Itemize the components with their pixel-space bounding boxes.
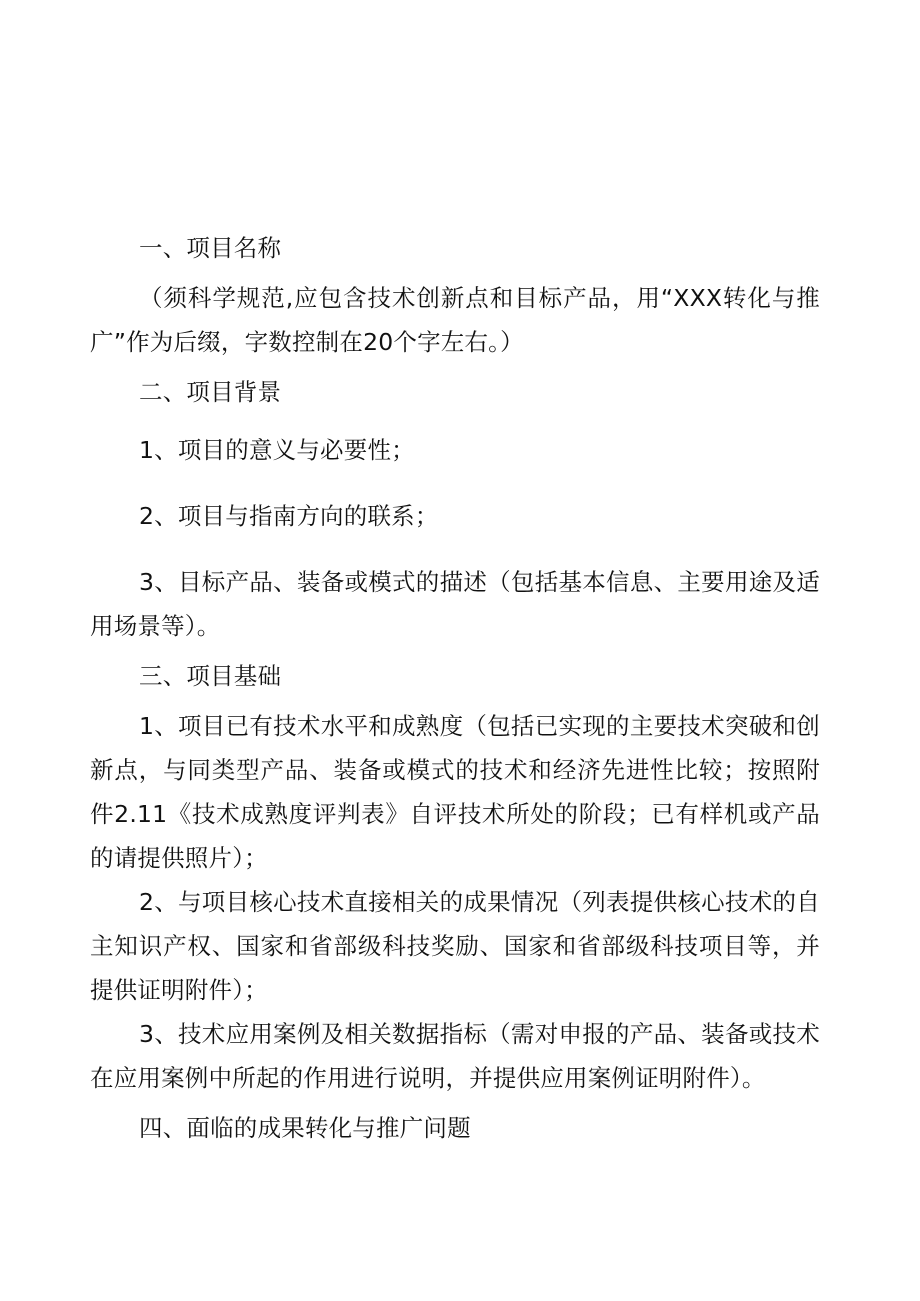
document-body [90,226,820,1150]
foundation-item-2: 2、与项目核心技术直接相关的成果情况（列表提供核心技术的自主知识产权、国家和省部级科技奖励、国家和省部级科技项目等，并提供证明附件）； [90,888,820,1004]
section-heading-issues: 四、面临的成果转化与推广问题 [139,1114,471,1142]
section-heading-background: 二、项目背景 [139,378,282,406]
foundation-item-1: 1、项目已有技术水平和成熟度（包括已实现的主要技术突破和创新点，与同类型产品、装备或模式的技术和经济先进性比较；按照附件2.11《技术成熟度评判表》自评技术所处的阶段；已有样机或产品的请提供照片）； [90,712,820,872]
background-item-1: 1、项目的意义与必要性； [139,436,415,464]
foundation-item-3: 3、技术应用案例及相关数据指标（需对申报的产品、装备或技术在应用案例中所起的作用进行说明，并提供应用案例证明附件）。 [90,1020,820,1092]
section-heading-project-name: 一、项目名称 [139,234,282,262]
project-name-note: （须科学规范,应包含技术创新点和目标产品，用“XXX转化与推广”作为后缀，字数控制在20个字左右。） [90,284,820,356]
section-heading-foundation: 三、项目基础 [139,662,282,690]
background-item-2: 2、项目与指南方向的联系； [139,502,439,530]
background-item-3: 3、目标产品、装备或模式的描述（包括基本信息、主要用途及适用场景等）。 [90,568,820,640]
